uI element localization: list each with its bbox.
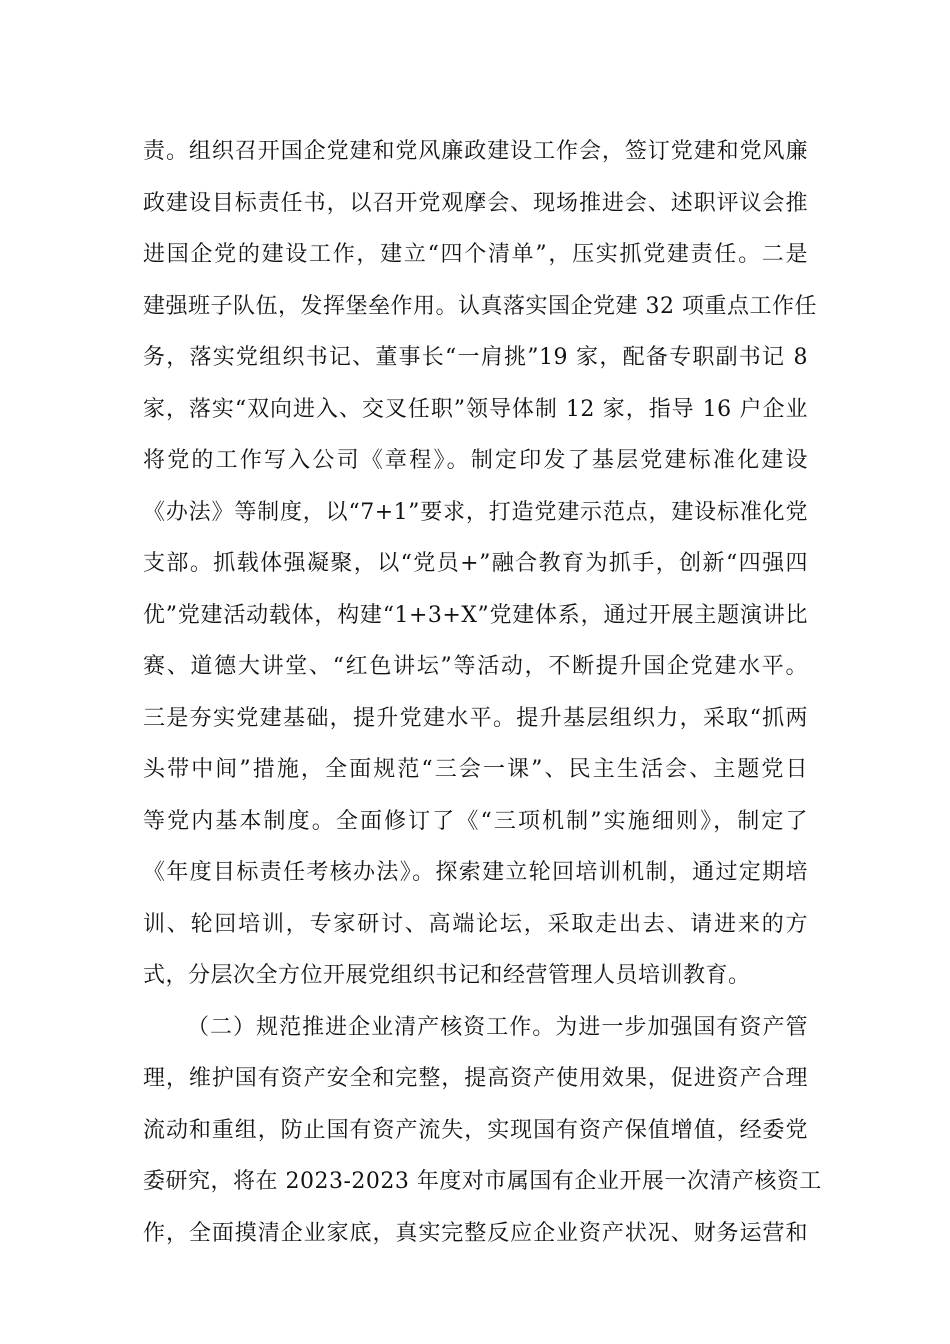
text-line: 将党的工作写入公司《章程》。制定印发了基层党建标准化建设 — [143, 448, 808, 473]
text-line: 《年度目标责任考核办法》。探索建立轮回培训机制，通过定期培 — [143, 860, 808, 885]
text-line: 训、轮回培训，专家研讨、高端论坛，采取走出去、请进来的方 — [143, 911, 808, 937]
text-line: 式，分层次全方位开展党组织书记和经营管理人员培训教育。 — [143, 963, 751, 988]
section-heading-line: （二）规范推进企业清产核资工作。为进一步加强国有资产管 — [187, 1014, 808, 1040]
text-line: 责。组织召开国企党建和党风廉政建设工作会，签订党建和党风廉 — [143, 139, 808, 164]
text-line: 理，维护国有资产安全和完整，提高资产使用效果，促进资产合理 — [143, 1066, 808, 1091]
text-line: 进国企党的建设工作，建立“四个清单”，压实抓党建责任。二是 — [143, 242, 808, 267]
text-line: 优”党建活动载体，构建“1+3+X”党建体系，通过开展主题演讲比 — [143, 602, 808, 628]
text-line: 作，全面摸清企业家底，真实完整反应企业资产状况、财务运营和 — [143, 1220, 808, 1246]
text-line: 流动和重组，防止国有资产流失，实现国有资产保值增值，经委党 — [143, 1117, 808, 1143]
text-line: 家，落实“双向进入、交叉任职”领导体制 12 家，指导 16 户企业 — [143, 396, 808, 422]
text-line: 赛、道德大讲堂、“红色讲坛”等活动，不断提升国企党建水平。 — [143, 654, 808, 679]
text-line: 等党内基本制度。全面修订了《“三项机制”实施细则》，制定了 — [143, 808, 808, 834]
text-line: 头带中间”措施，全面规范“三会一课”、民主生活会、主题党日 — [143, 757, 808, 782]
text-line: 政建设目标责任书，以召开党观摩会、现场推进会、述职评议会推 — [143, 190, 808, 216]
text-line: 支部。抓载体强凝聚，以“党员+”融合教育为抓手，创新“四强四 — [143, 551, 808, 576]
body-text — [143, 126, 822, 1259]
text-line: 委研究，将在 2023-2023 年度对市属国有企业开展一次清产核资工 — [143, 1169, 822, 1194]
text-line: 建强班子队伍，发挥堡垒作用。认真落实国企党建 32 项重点工作任 — [143, 293, 817, 319]
text-line: 务，落实党组织书记、董事长“一肩挑”19 家，配备专职副书记 8 — [143, 345, 808, 370]
text-line: 《办法》等制度，以“7+1”要求，打造党建示范点，建设标准化党 — [143, 499, 808, 525]
text-line: 三是夯实党建基础，提升党建水平。提升基层组织力，采取“抓两 — [143, 705, 808, 731]
